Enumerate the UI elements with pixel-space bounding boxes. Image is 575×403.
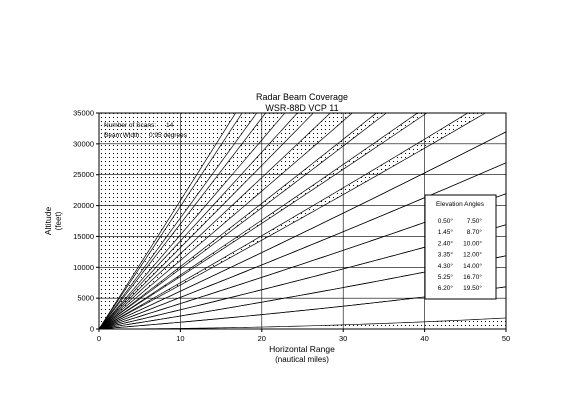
x-tick-label: 40: [420, 334, 429, 343]
y-tick-label: 30000: [73, 139, 94, 149]
chart-subtitle: WSR-88D VCP 11: [265, 103, 339, 113]
legend-entry: 0.50°: [437, 218, 453, 225]
legend-entry: 1.45°: [437, 229, 453, 237]
legend-title: Elevation Angles: [435, 201, 485, 208]
y-tick-label: 5000: [77, 293, 94, 303]
legend-entry: 7.50°: [466, 218, 482, 225]
legend-entry: 16.70°: [463, 274, 482, 281]
x-axis-label: Horizontal Range: [269, 344, 335, 354]
y-axis-units: (feet): [54, 211, 63, 231]
legend-box: [425, 195, 496, 299]
x-tick-label: 50: [501, 334, 511, 343]
legend-entry: 5.25°: [437, 274, 453, 281]
scans-label: Number of Scans:: [104, 122, 157, 129]
x-axis-units: (nautical miles): [275, 355, 329, 364]
legend-entry: 14.00°: [463, 262, 482, 270]
y-tick-label: 20000: [73, 201, 94, 211]
scans-value: 14: [166, 122, 174, 129]
legend: [425, 195, 496, 299]
legend-entry: 8.70°: [466, 229, 482, 237]
y-tick-label: 10000: [73, 262, 94, 272]
x-tick-label: 20: [257, 334, 266, 343]
x-tick-label: 10: [176, 334, 185, 343]
y-tick-label: 35000: [73, 108, 94, 118]
legend-entry: 6.20°: [437, 285, 453, 293]
x-tick-label: 30: [339, 334, 348, 343]
x-tick-label: 0: [96, 334, 102, 343]
legend-entry: 12.00°: [463, 251, 482, 259]
legend-entry: 2.40°: [437, 240, 453, 248]
chart-title: Radar Beam Coverage: [255, 92, 349, 102]
beam-width-value: 0.95 degrees: [149, 132, 187, 139]
legend-entry: 4.30°: [437, 262, 453, 270]
y-tick-label: 15000: [73, 231, 94, 241]
y-tick-label: 25000: [73, 170, 94, 180]
legend-entry: 10.00°: [463, 240, 482, 248]
y-axis-label: Altitude: [43, 206, 53, 236]
y-tick-label: 0: [89, 324, 94, 334]
legend-entry: 3.35°: [437, 251, 453, 259]
beam-width-label: Beam Width:: [104, 132, 142, 139]
legend-entry: 19.50°: [463, 285, 482, 293]
